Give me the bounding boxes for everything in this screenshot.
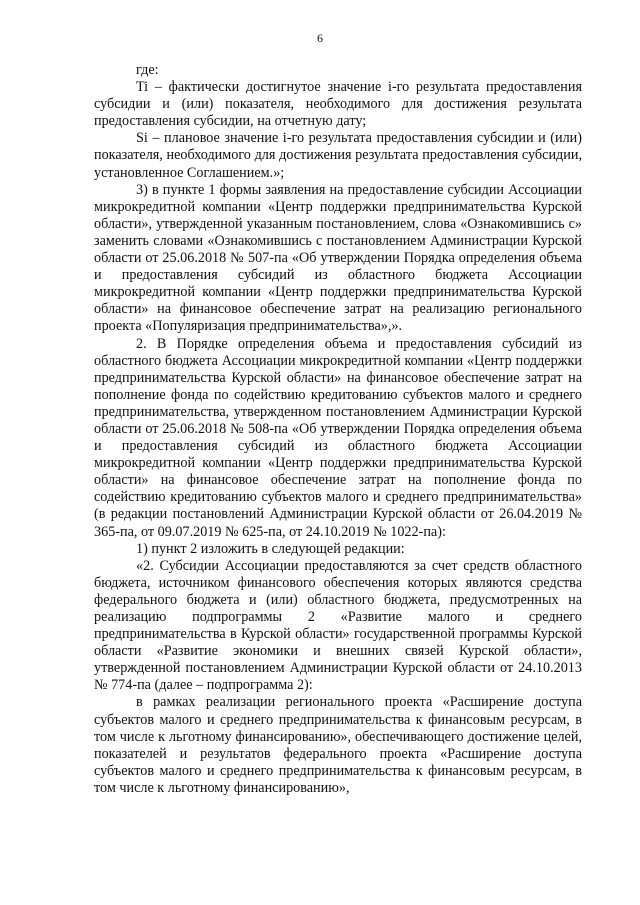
paragraph-quote-2: «2. Субсидии Ассоциации предоставляются за счет средств областного бюджета, источником финансового обеспечения которых являются средства федерального бюджета и (или) областного бюджета, предусмотренных на реализацию подпрограммы 2 «Развитие малого и среднего предпринимательства в Курской области» государственной программы Курской области «Развитие экономики и внешних связей Курской области», утвержденной постановлением Администрации Курской области от 24.10.2013 № 774-па (далее – подпрограмма 2):	[94, 557, 582, 694]
page-number: 6	[317, 31, 323, 45]
paragraph-within-project: в рамках реализации регионального проекта «Расширение доступа субъектов малого и среднего предпринимательства к финансовым ресурсам, в том числе к льготному финансированию», обеспечивающего достижение целей, показателей и результатов федерального проекта «Расширение доступа субъектов малого и среднего предпринимательства к финансовым ресурсам, в том числе к льготному финансированию»,	[94, 694, 582, 796]
paragraph-si-definition: Si – плановое значение i-го результата предоставления субсидии и (или) показателя, необходимого для достижения результата предоставления субсидии, установленное Соглашением.»;	[94, 130, 582, 181]
paragraph-where: где:	[136, 62, 159, 78]
paragraph-item-3: 3) в пункте 1 формы заявления на предоставление субсидии Ассоциации микрокредитной компании «Центр поддержки предпринимательства Курской области», утвержденной указанным постановлением, слова «Ознакомившись с» заменить словами «Ознакомившись с постановлением Администрации Курской области от 25.06.2018 № 507-па «Об утверждении Порядка определения объема и предоставления субсидий из областного бюджета Ассоциации микрокредитной компании «Центр поддержки предпринимательства Курской области» на финансовое обеспечение затрат на реализацию регионального проекта «Популяризация предпринимательства»,».	[94, 181, 582, 335]
paragraph-ti-definition: Ti – фактически достигнутое значение i-го результата предоставления субсидии и (или) показателя, необходимого для достижения результата предоставления субсидии, на отчетную дату;	[94, 79, 582, 130]
document-body	[94, 62, 582, 797]
paragraph-item-1: 1) пункт 2 изложить в следующей редакции:	[136, 540, 405, 557]
paragraph-section-2: 2. В Порядке определения объема и предоставления субсидий из областного бюджета Ассоциации микрокредитной компании «Центр поддержки предпринимательства Курской области» на финансовое обеспечение затрат на пополнение фонда по содействию кредитованию субъектов малого и среднего предпринимательства, утвержденном постановлением Администрации Курской области от 25.06.2018 № 508-па «Об утверждении Порядка определения объема и предоставления субсидий из областного бюджета Ассоциации микрокредитной компании «Центр поддержки предпринимательства Курской области» на финансовое обеспечение затрат на пополнение фонда по содействию кредитованию субъектов малого и среднего предпринимательства» (в редакции постановлений Администрации Курской области от 26.04.2019 № 365-па, от 09.07.2019 № 625-па, от 24.10.2019 № 1022-па):	[94, 335, 582, 540]
